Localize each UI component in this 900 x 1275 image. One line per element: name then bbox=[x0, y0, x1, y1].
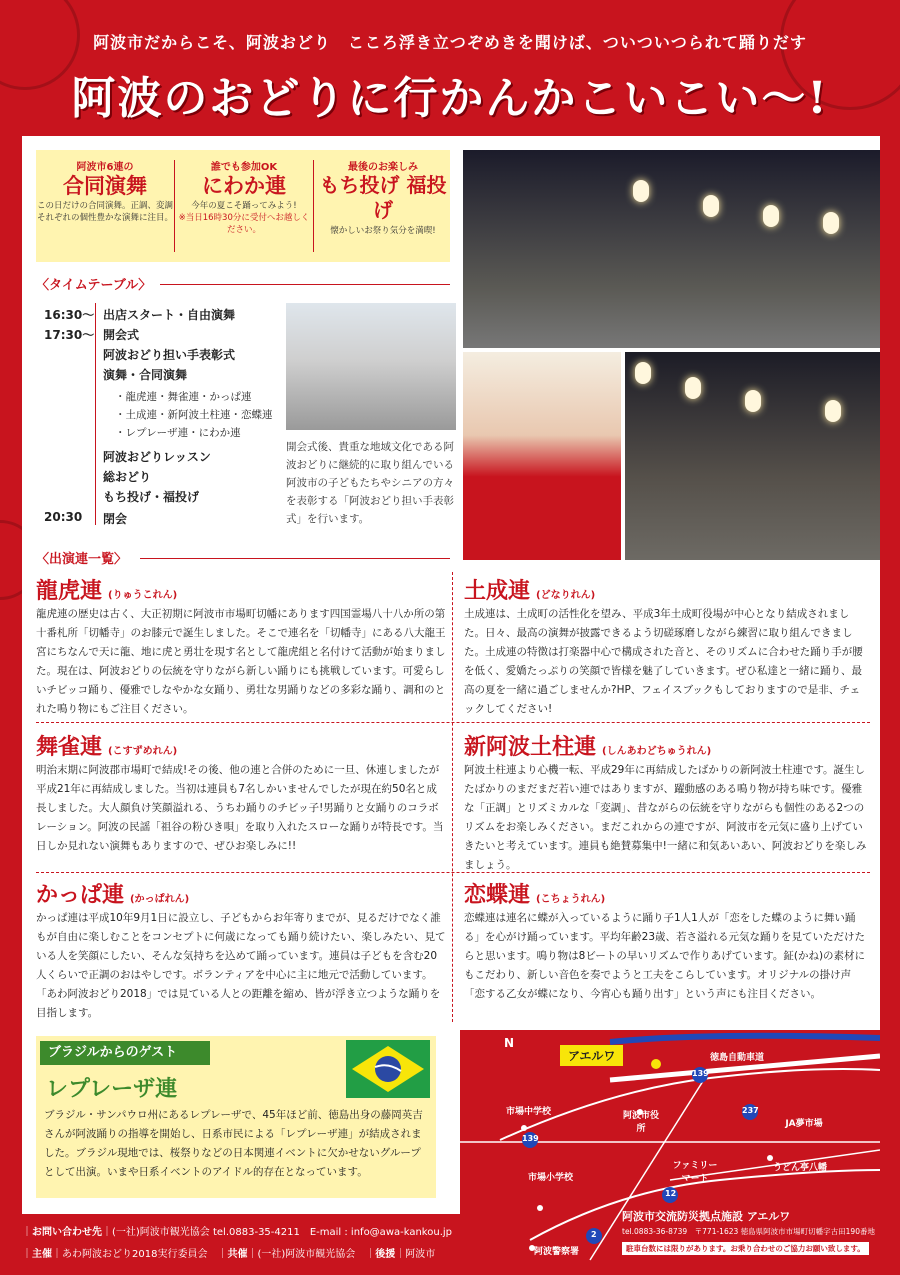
map-label: JA夢市場 bbox=[785, 1119, 823, 1129]
troupe-name: 恋蝶連 (こちょうれん) bbox=[464, 882, 606, 908]
facility-name: 阿波市交流防災拠点施設 アエルワ bbox=[622, 1210, 791, 1223]
map-label: 市場中学校 bbox=[506, 1107, 552, 1117]
troupes-title: 〈出演連一覧〉 bbox=[36, 552, 128, 567]
feature-kicker: 阿波市6連の bbox=[76, 162, 134, 173]
schedule-item: 演舞・合同演舞 bbox=[103, 368, 188, 382]
troupe-desc: 土成連は、土成町の活性化を望み、平成3年土成町役場が中心となり結成されました。日々、最高の演舞が披露できるよう切磋琢磨しながら練習に取り組んできました。土成連の特徴は打楽器中心で構成された音と、そのリズムに合わせた踊り手が腰を低く、愛嬌たっぷりの笑顔で皆様を魅了していきます。ぜひ私達と一緒に踊り、最高の夏を一緒に過ごしませんか?HP、フェイスブックもしておりますので是非、チェックしてください! bbox=[464, 608, 863, 715]
troupe-kocho bbox=[464, 878, 870, 1004]
troupe-name: 土成連 (どなりれん) bbox=[464, 578, 596, 604]
parking-note: 駐車台数には限りがあります。お乗り合わせのご協力お願い致します。 bbox=[622, 1242, 869, 1255]
host-label: 主催 bbox=[32, 1249, 52, 1260]
map-label: 徳島自動車道 bbox=[710, 1053, 765, 1063]
feature-title: もち投げ 福投げ bbox=[319, 173, 447, 222]
troupe-shinawa-dochu bbox=[464, 730, 870, 875]
divider bbox=[160, 284, 450, 285]
feature-desc: 懐かしいお祭り気分を満喫! bbox=[330, 226, 436, 236]
guest-label: ブラジルからのゲスト bbox=[40, 1041, 210, 1065]
support-name: 阿波市 bbox=[405, 1249, 436, 1260]
troupe-name: 舞雀連 (こすずめれん) bbox=[36, 734, 178, 760]
feature-kicker: 最後のお楽しみ bbox=[348, 162, 418, 173]
host-name: あわ阿波おどり2018実行委員会 bbox=[62, 1249, 208, 1260]
divider bbox=[452, 572, 453, 1022]
map-label: 阿波市役所 bbox=[622, 1111, 659, 1134]
support-label: 後援 bbox=[375, 1249, 396, 1260]
contact-info: (一社)阿波市観光協会 tel.0883-35-4211 E-mail : info@awa-kankou.jp bbox=[112, 1227, 453, 1238]
timetable-title: 〈タイムテーブル〉 bbox=[36, 278, 152, 293]
north-icon: N bbox=[504, 1036, 515, 1050]
feature-desc: この日だけの合同演舞。正調、変調それぞれの個性豊かな演舞に注目。 bbox=[36, 201, 173, 223]
headline: 阿波のおどりに行かんかこいこい〜! bbox=[71, 73, 829, 124]
photo-child-dancer bbox=[463, 352, 621, 560]
troupe-desc: かっぱ連は平成10年9月1日に設立し、子どもからお年寄りまでが、見るだけでなく誰もが自由に楽しむことをコンセプトに何歳になっても踊り続けたい、楽しみたい、見ている人を笑顔にしたい、そんな気持ちを込めて踊っています。連員は子どもを含む20人くらいで正調のおはやしです。ボランティアを中心に主に地元で活動しています。「あわ阿波おどり2018」では見ている人との距離を縮め、皆が浮き立つような踊りを目指します。 bbox=[36, 912, 446, 1019]
award-caption: 開会式後、貴重な地域文化である阿波おどりに継続的に取り組んでいる阿波市の子どもたちやシニアの方々を表彰する「阿波おどり担い手表彰式」を行います。 bbox=[286, 441, 454, 525]
troupe-ryuko bbox=[36, 574, 446, 719]
schedule-subitem: ・レプレーザ連・にわか連 bbox=[115, 427, 241, 439]
feature-note: ※当日16時30分に受付へお越しください。 bbox=[178, 213, 310, 235]
schedule-item: 阿波おどりレッスン bbox=[103, 450, 211, 464]
road-label: 139 bbox=[522, 1134, 539, 1143]
time-label: 17:30〜 bbox=[44, 328, 95, 342]
photo-award-ceremony bbox=[286, 303, 456, 430]
venue-marker: アエルワ bbox=[560, 1045, 623, 1066]
troupe-name: 龍虎連 (りゅうこれん) bbox=[36, 578, 178, 604]
schedule-item: 阿波おどり担い手表彰式 bbox=[103, 348, 236, 362]
contact-line: ｜お問い合わせ先｜(一社)阿波市観光協会 tel.0883-35-4211 E-mail : info@awa-kankou.jp bbox=[22, 1227, 453, 1238]
feature-niwaka bbox=[175, 150, 313, 262]
guest-desc: ブラジル・サンパウロ州にあるレプレーザで、45年ほど前、徳島出身の藤岡英吉さんが阿波踊りの指導を開始し、日系市民による「レプレーザ連」が結成されました。ブラジル現地では、桜祭りなどの日本関連イベントに欠かせないグループとして出演。いまや日系イベントのアイドル的存在となっています。 bbox=[44, 1109, 423, 1178]
contact-label: お問い合わせ先 bbox=[32, 1227, 102, 1238]
troupe-desc: 阿波土柱連より心機一転、平成29年に再結成したばかりの新阿波土柱連です。誕生したばかりのまだまだ若い連ではありますが、躍動感のある鳴り物が持ち味です。優雅な「正調」とリズミカルな「変調」、昔ながらの伝統を守りながらも個性のある2つのリズムをお楽しみください。まだこれからの連ですが、阿波市を元気に盛り上げていきたいと考えています。連員も絶賛募集中!一緒に和気あいあい、阿波おどりを楽しみましょう。 bbox=[464, 764, 867, 871]
map-label: ファミリーマート bbox=[672, 1161, 718, 1184]
schedule-item: 閉会 bbox=[103, 512, 128, 526]
troupe-name: 新阿波土柱連 (しんあわどちゅうれん) bbox=[464, 734, 712, 760]
brazil-flag-icon bbox=[346, 1040, 430, 1098]
schedule-item: 開会式 bbox=[103, 328, 140, 342]
cohost-label: 共催 bbox=[227, 1249, 248, 1260]
schedule-item: もち投げ・福投げ bbox=[103, 490, 200, 504]
facility-address: tel.0883-36-8739 〒771-1623 徳島県阿波市市場町切幡字古田190番地 bbox=[622, 1227, 875, 1236]
troupe-kappa bbox=[36, 878, 446, 1023]
road-label: 2 bbox=[591, 1230, 597, 1239]
feature-kicker: 誰でも参加OK bbox=[210, 162, 278, 173]
road-label: 237 bbox=[742, 1106, 759, 1115]
troupe-desc: 龍虎連の歴史は古く、大正初期に阿波市市場町切幡にあります四国霊場八十八か所の第十番札所「切幡寺」のお膝元で誕生しました。そこで連名を「切幡寺」にある八大龍王宮にちなんで天に龍、地に虎と勇壮を現す名として龍虎組と名付けて活動が始まりました。現在は、阿波おどりの伝統を守りながら新しい踊りにも挑戦しています。可愛らしいチビッコ踊り、優雅でしなやかな女踊り、勇壮な男踊りなどの多彩な踊り、調和のとれた鳴り物にもご注目ください。 bbox=[36, 608, 446, 715]
troupe-name: かっぱ連 (かっぱれん) bbox=[36, 882, 190, 908]
schedule-subitem: ・龍虎連・舞雀連・かっぱ連 bbox=[115, 391, 252, 403]
feature-mochinage bbox=[314, 150, 452, 262]
organizers-line: ｜主催｜あわ阿波おどり2018実行委員会 ｜共催｜(一社)阿波市観光協会 ｜後援｜阿波市 bbox=[22, 1249, 436, 1260]
photo-dance-plaza bbox=[463, 150, 880, 348]
road-label: 12 bbox=[665, 1189, 677, 1198]
feature-title: にわか連 bbox=[202, 173, 286, 198]
guest-name: レプレーザ連 bbox=[46, 1076, 178, 1102]
feature-title: 合同演舞 bbox=[63, 173, 147, 198]
divider bbox=[140, 558, 450, 559]
photo-night-festival bbox=[625, 352, 880, 560]
tagline: 阿波市だからこそ、阿波おどり こころ浮き立つぞめきを聞けば、ついついつられて踊りだす bbox=[93, 33, 807, 52]
schedule-subitem: ・土成連・新阿波土柱連・恋蝶連 bbox=[115, 409, 273, 421]
troupe-kosuzume bbox=[36, 730, 446, 856]
time-label: 20:30 bbox=[44, 510, 83, 524]
cohost-name: (一社)阿波市観光協会 bbox=[257, 1249, 356, 1260]
feature-boxes bbox=[36, 150, 450, 262]
schedule-item: 出店スタート・自由演舞 bbox=[103, 308, 236, 322]
schedule-item: 総おどり bbox=[103, 470, 152, 484]
map-label: うどん亭八幡 bbox=[772, 1163, 827, 1173]
map-label: 市場小学校 bbox=[528, 1173, 574, 1183]
feature-joint-dance bbox=[36, 150, 174, 262]
divider bbox=[36, 722, 870, 723]
time-label: 16:30〜 bbox=[44, 308, 95, 322]
feature-desc: 今年の夏こそ踊ってみよう! bbox=[191, 201, 297, 211]
road-label: 139 bbox=[692, 1069, 709, 1078]
map-label: 阿波警察署 bbox=[534, 1247, 580, 1257]
troupe-donari bbox=[464, 574, 870, 719]
timeline-line bbox=[95, 303, 96, 525]
troupe-desc: 明治末期に阿波郡市場町で結成!その後、他の連と合併のために一旦、休連しましたが平成21年に再結成しました。当初は連員も7名しかいませんでしたが現在約50名と成長しました。大人顔負け笑顔溢れる、うちわ踊りのチビッ子!男踊りと女踊りのコラボレーション。阿波の民謡「祖谷の粉ひき唄」を取り入れたスローな踊りが特長です。当日しか見れない演舞もありますので、ぜひお楽しみに!! bbox=[36, 764, 444, 852]
troupe-desc: 恋蝶連は連名に蝶が入っているように踊り子1人1人が「恋をした蝶のように舞い踊る」を心がけ踊っています。平均年齢23歳、若さ溢れる元気な踊りを見ていただけたらと思います。鳴り物は8ビートの早いリズムで作りあげています。鉦(かね)の素材にもこだわり、新しい音色を奏でようと工夫をこらしています。オリジナルの掛け声「恋する乙女が蝶になり、今宵心も踊り出す」という声にも注目ください。 bbox=[464, 912, 866, 1000]
